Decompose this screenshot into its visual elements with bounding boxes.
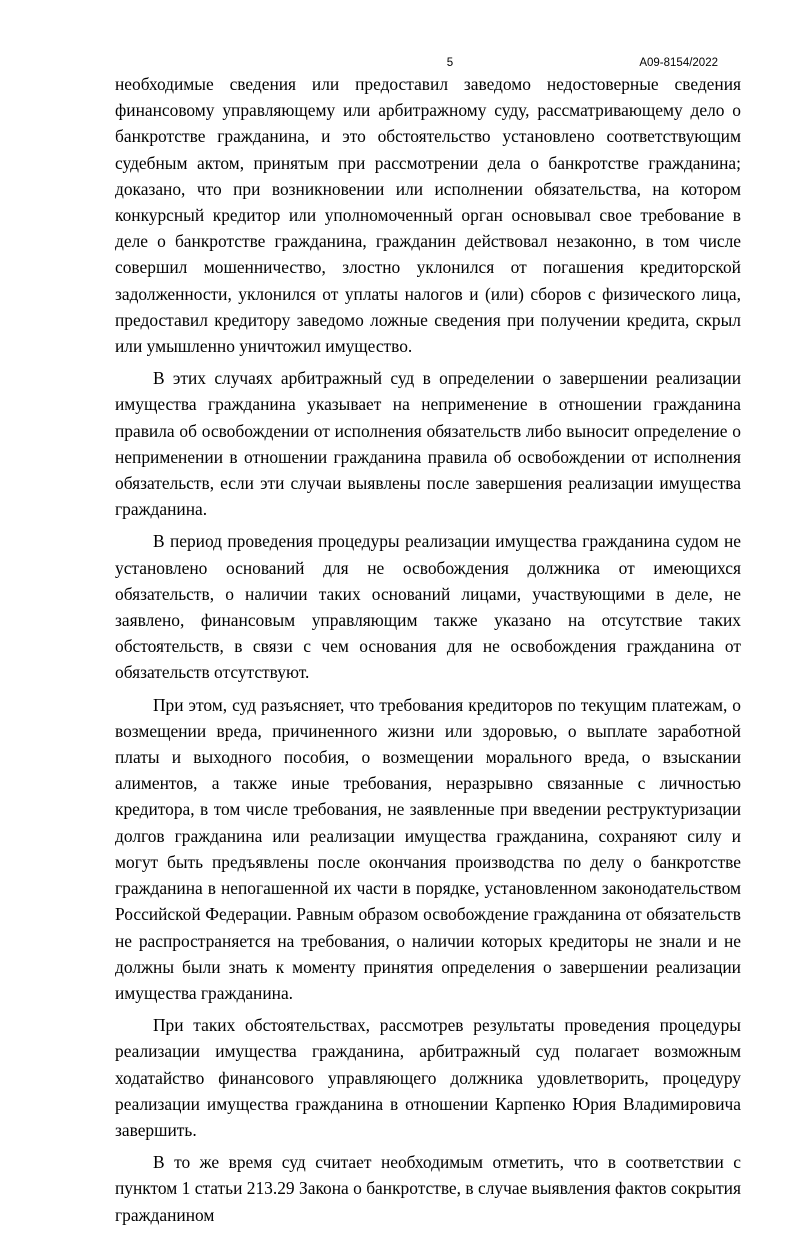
paragraph: В то же время суд считает необходимым отметить, что в соответствии с пунктом 1 статьи 213.29 Закона о банкротстве, в случае выявления фактов сокрытия гражданином	[115, 1152, 741, 1225]
paragraph: В период проведения процедуры реализации имущества гражданина судом не установлено оснований для не освобождения должника от имеющихся обязательств, о наличии таких оснований лицами, участвующими в деле, не заявлено, финансовым управляющим также указано на отсутствие таких обстоятельств, в связи с чем основания для не освобождения гражданина от обязательств отсутствуют.	[115, 531, 741, 683]
paragraph-continuation: необходимые сведения или предоставил заведомо недостоверные сведения финансовому управляющему или арбитражному суду, рассматривающему дело о банкротстве гражданина, и это обстоятельство установлено соответствующим судебным актом, принятым при рассмотрении дела о банкротстве гражданина; доказано, что при возникновении или исполнении обязательства, на котором конкурсный кредитор или уполномоченный орган основывал свое требование в деле о банкротстве гражданина, гражданин действовал незаконно, в том числе совершил мошенничество, злостно уклонился от погашения кредиторской задолженности, уклонился от уплаты налогов и (или) сборов с физического лица, предоставил кредитору заведомо ложные сведения при получении кредита, скрыл или умышленно уничтожил имущество.	[115, 74, 741, 357]
paragraph: В этих случаях арбитражный суд в определении о завершении реализации имущества гражданина указывает на неприменение в отношении гражданина правила об освобождении от исполнения обязательств либо выносит определение о неприменении в отношении гражданина правила об освобождении от исполнения обязательств, если эти случаи выявлены после завершения реализации имущества гражданина.	[115, 368, 741, 520]
paragraph: При таких обстоятельствах, рассмотрев результаты проведения процедуры реализации имущества гражданина, арбитражный суд полагает возможным ходатайство финансового управляющего должника удовлетворить, процедуру реализации имущества гражданина в отношении Карпенко Юрия Владимировича завершить.	[115, 1015, 741, 1140]
case-number: А09-8154/2022	[639, 57, 718, 69]
page-number: 5	[446, 57, 454, 69]
paragraph: При этом, суд разъясняет, что требования кредиторов по текущим платежам, о возмещении вреда, причиненного жизни или здоровью, о выплате заработной платы и выходного пособия, о возмещении морального вреда, о взыскании алиментов, а также иные требования, неразрывно связанные с личностью кредитора, в том числе требования, не заявленные при введении реструктуризации долгов гражданина или реализации имущества гражданина, сохраняют силу и могут быть предъявлены после окончания производства по делу о банкротстве гражданина в непогашенной их части в порядке, установленном законодательством Российской Федерации. Равным образом освобождение гражданина от обязательств не распространяется на требования, о наличии которых кредиторы не знали и не должны были знать к моменту принятия определения о завершении реализации имущества гражданина.	[115, 694, 741, 1003]
document-body	[115, 71, 741, 1234]
